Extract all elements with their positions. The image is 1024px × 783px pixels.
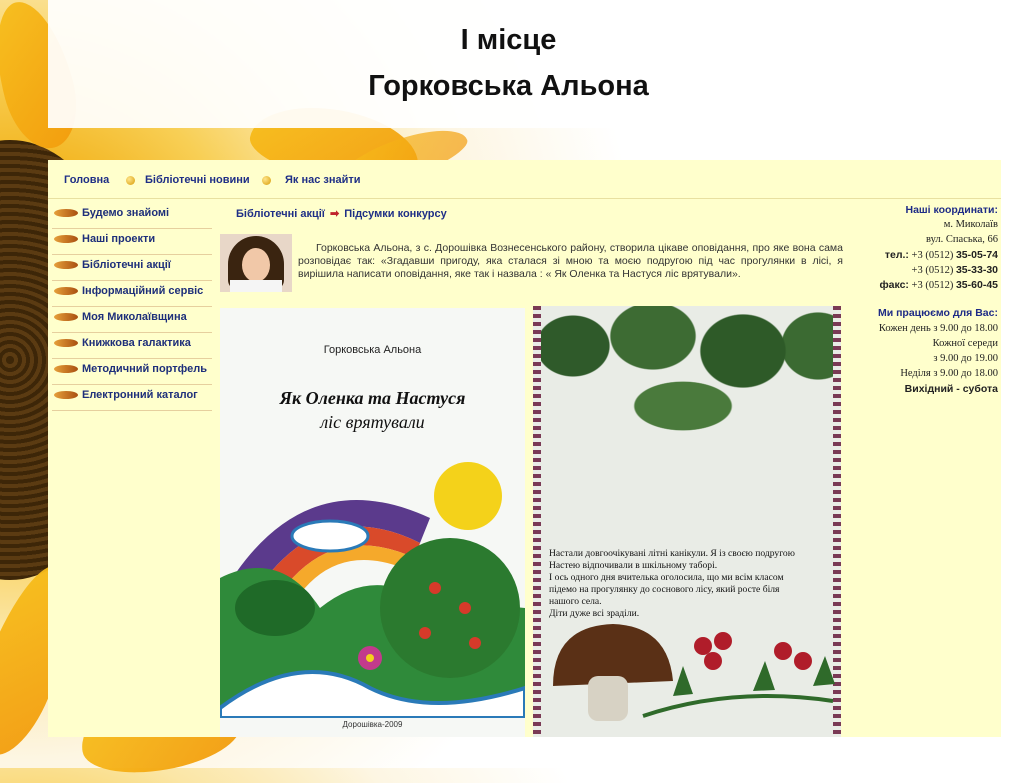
tree-canopy xyxy=(533,306,841,436)
book-cover-image xyxy=(220,308,525,737)
sidebar-item-label: Моя Миколаївщина xyxy=(82,311,187,323)
scroll-icon xyxy=(54,261,78,269)
sidebar-item-label: Будемо знайомі xyxy=(82,207,170,219)
nav-find-us-link[interactable]: Як нас знайти xyxy=(285,174,361,186)
scroll-icon xyxy=(54,365,78,373)
scroll-icon xyxy=(54,235,78,243)
sidebar-item-label: Бібліотечні акції xyxy=(82,259,171,271)
bullet-icon xyxy=(262,176,271,185)
nav-library-news-link[interactable]: Бібліотечні новини xyxy=(145,174,250,186)
author-photo xyxy=(220,234,292,292)
slide-subtitle: Горковська Альона xyxy=(368,70,649,102)
scroll-icon xyxy=(54,209,78,217)
breadcrumb xyxy=(236,207,447,220)
mushroom-and-berries xyxy=(533,606,841,726)
breadcrumb-parent-link[interactable]: Бібліотечні акції xyxy=(236,208,325,220)
scroll-icon xyxy=(54,391,78,399)
hours-wednesday-label: Кожної середи xyxy=(932,338,998,349)
arrow-right-icon: ➡ xyxy=(329,208,340,220)
slide-title-box xyxy=(48,0,969,128)
scroll-icon xyxy=(54,287,78,295)
article-text: Горковська Альона, з с. Дорошівка Вознесенського району, створила цікаве оповідання, про яке вона сама розповідає так: «Згадавши пригоду, яка сталася зі мною та моєю подругою під час прогулянки в лісі, я вирішила написати оповідання, яке так і назвала : « Як Оленка та Настуся ліс врятували». xyxy=(298,242,843,280)
cover-title: Як Оленка та Настуся xyxy=(279,388,466,408)
sidebar-item-info-service[interactable] xyxy=(52,282,212,307)
cover-illustration xyxy=(220,458,525,718)
nav-home-link[interactable]: Головна xyxy=(64,174,110,186)
cover-author: Горковська Альона xyxy=(323,344,422,356)
hours-wednesday: з 9.00 до 19.00 xyxy=(933,353,998,364)
breadcrumb-current[interactable]: Підсумки конкурсу xyxy=(344,208,447,220)
sidebar-item-book-galaxy[interactable] xyxy=(52,334,212,359)
contacts-fax: факс: +3 (0512) 35-60-45 xyxy=(879,279,998,291)
contacts-tel1: тел.: +3 (0512) 35-05-74 xyxy=(884,249,998,261)
library-webpage-screenshot xyxy=(48,160,1001,737)
hours-daily: Кожен день з 9.00 до 18.00 xyxy=(878,323,998,334)
slide-title: І місце xyxy=(460,24,557,56)
contacts-street: вул. Спаська, 66 xyxy=(926,234,998,245)
sidebar-item-about[interactable] xyxy=(52,204,212,229)
cover-title-line2: ліс врятували xyxy=(320,412,425,432)
story-illustration-image xyxy=(533,306,841,737)
contacts-tel2: +3 (0512) 35-33-30 xyxy=(911,264,998,276)
contacts-heading: Наші координати: xyxy=(905,204,998,216)
sidebar-item-label: Книжкова галактика xyxy=(82,337,191,349)
scroll-icon xyxy=(54,313,78,321)
sidebar-item-methodical[interactable] xyxy=(52,360,212,385)
sidebar-item-library-actions[interactable] xyxy=(52,256,212,281)
hours-heading: Ми працюємо для Вас: xyxy=(877,307,998,319)
sidebar-item-mykolaiv[interactable] xyxy=(52,308,212,333)
scroll-icon xyxy=(54,339,78,347)
cover-footer: Дорошівка-2009 xyxy=(342,720,403,729)
sidebar-item-projects[interactable] xyxy=(52,230,212,255)
sidebar-item-label: Методичний портфель xyxy=(82,363,207,375)
sidebar-item-label: Наші проекти xyxy=(82,233,156,245)
illustration-text: Настали довгоочікувані літні канікули. Я із своєю подругою Настею відпочивали в шкільному таборі. І ось одного дня вчителька оголосила, що ми всім класом підемо на прогулянку до соснового лісу, який росте біля нашого села. Діти дуже всі зраділи. xyxy=(549,548,795,619)
sidebar-item-catalog[interactable] xyxy=(52,386,212,411)
dayoff: Вихідний - субота xyxy=(904,383,998,395)
contacts-city: м. Миколаїв xyxy=(943,219,998,230)
sidebar-item-label: Електронний каталог xyxy=(82,389,198,401)
hours-sunday: Неділя з 9.00 до 18.00 xyxy=(900,368,998,379)
sidebar-item-label: Інформаційний сервіс xyxy=(82,285,204,297)
top-navigation xyxy=(48,160,1001,199)
bullet-icon xyxy=(126,176,135,185)
